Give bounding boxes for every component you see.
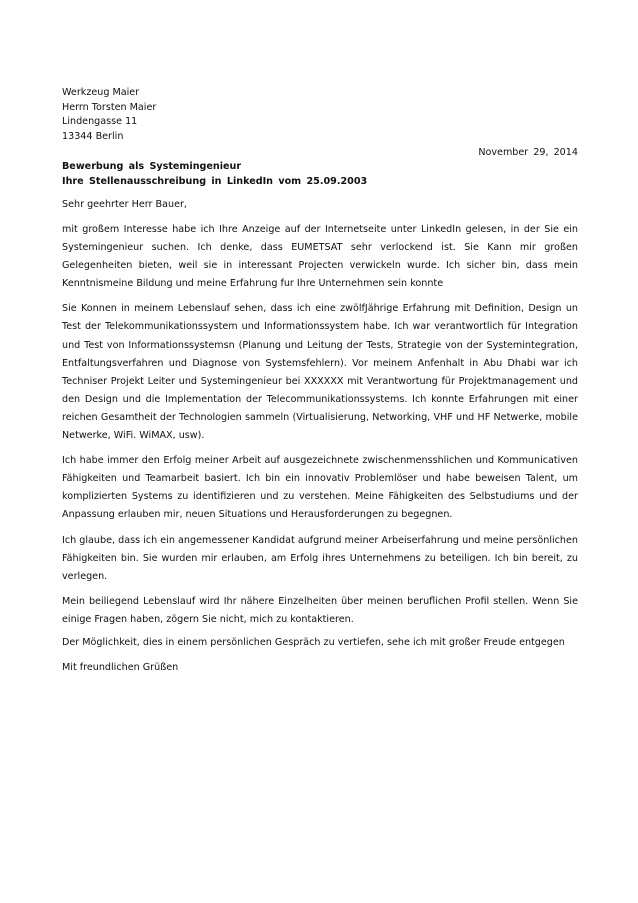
sign-off: Mit freundlichen Grüßen xyxy=(62,661,179,673)
subject-line-2: Ihre Stellenausschreibung in LinkedIn vom 25.09.2003 xyxy=(62,175,368,187)
sender-address xyxy=(62,86,578,144)
body-paragraph-5: Mein beiliegend Lebenslauf wird Ihr nähere Einzelheiten über meinen beruflichen Profil stellen. Wenn Sie einige Fragen haben, zögern Sie nicht, mich zu kontaktieren. xyxy=(62,595,578,625)
salutation: Sehr geehrter Herr Bauer, xyxy=(62,199,187,210)
body-paragraph-4: Ich glaube, dass ich ein angemessener Kandidat aufgrund meiner Arbeiserfahrung und meine persönlichen Fähigkeiten bin. Sie wurden mir erlauben, am Erfolg ihres Unternehmens zu beteiligen. Ich bin bereit, zu verlegen. xyxy=(62,534,578,582)
subject xyxy=(62,160,578,189)
sender-street: Lindengasse 11 xyxy=(62,116,138,127)
letter xyxy=(62,86,578,686)
sender-name: Herrn Torsten Maier xyxy=(62,101,157,113)
body-paragraph-3: Ich habe immer den Erfolg meiner Arbeit auf ausgezeichnete zwischenmensshlichen und Kommunicativen Fähigkeiten und Teamarbeit basiert. Ich bin ein innovativ Problemlöser und habe beweisen Talent, um komplizierten Systems zu identifizieren und zu verstehen. Meine Fähigkeiten des Selbstudiums und der Anpassung erlauben mir, neuen Situations und Herausforderungen zu begegnen. xyxy=(62,455,578,521)
letter-date: November 29, 2014 xyxy=(478,147,578,158)
subject-line-1: Bewerbung als Systemingenieur xyxy=(62,161,242,172)
body-paragraph-1: mit großem Interesse habe ich Ihre Anzeige auf der Internetseite unter LinkedIn gelesen, in der Sie ein Systemingenieur suchen. Ich denke, dass EUMETSAT sehr verlockend ist. Sie Kann mir großen Gelegenheiten bieten, weil sie in interessant Projecten verwickeln wurde. Ich sicher bin, dass mein Kenntnismeine Bildung und meine Erfahrung fur Ihre Unternehmen sein konnte xyxy=(62,224,578,290)
sender-city: 13344 Berlin xyxy=(62,130,124,142)
body-paragraph-2: Sie Konnen in meinem Lebenslauf sehen, dass ich eine zwölfJährige Erfahrung mit Definition, Design un Test der Telekommunikationssystem und Informationssystem habe. Ich war verantwortlich für Integration und Test von Informationssystemsn (Planung und Leitung der Tests, Strategie von der Systemintegration, Entfaltungsverfahren und Diagnose von Systemsfehlern). Vor meinem Anfenhalt in Abu Dhabi war ich Techniser Projekt Leiter und Systemingenieur bei XXXXXX mit Verantwortung für Projektmanagement und den Design und die Implementation der Telecommunikationssystems. Ich konnte Erfahrungen mit einer reichen Gesamtheit der Technologien sammeln (Virtualisierung, Networking, VHF und HF Netwerke, mobile Netwerke, WiFi. WiMAX, usw). xyxy=(62,303,578,442)
closing-sentence: Der Möglichkeit, dies in einem persönlichen Gespräch zu vertiefen, sehe ich mit großer Freude entgegen xyxy=(62,636,565,648)
sender-company: Werkzeug Maier xyxy=(62,87,140,98)
